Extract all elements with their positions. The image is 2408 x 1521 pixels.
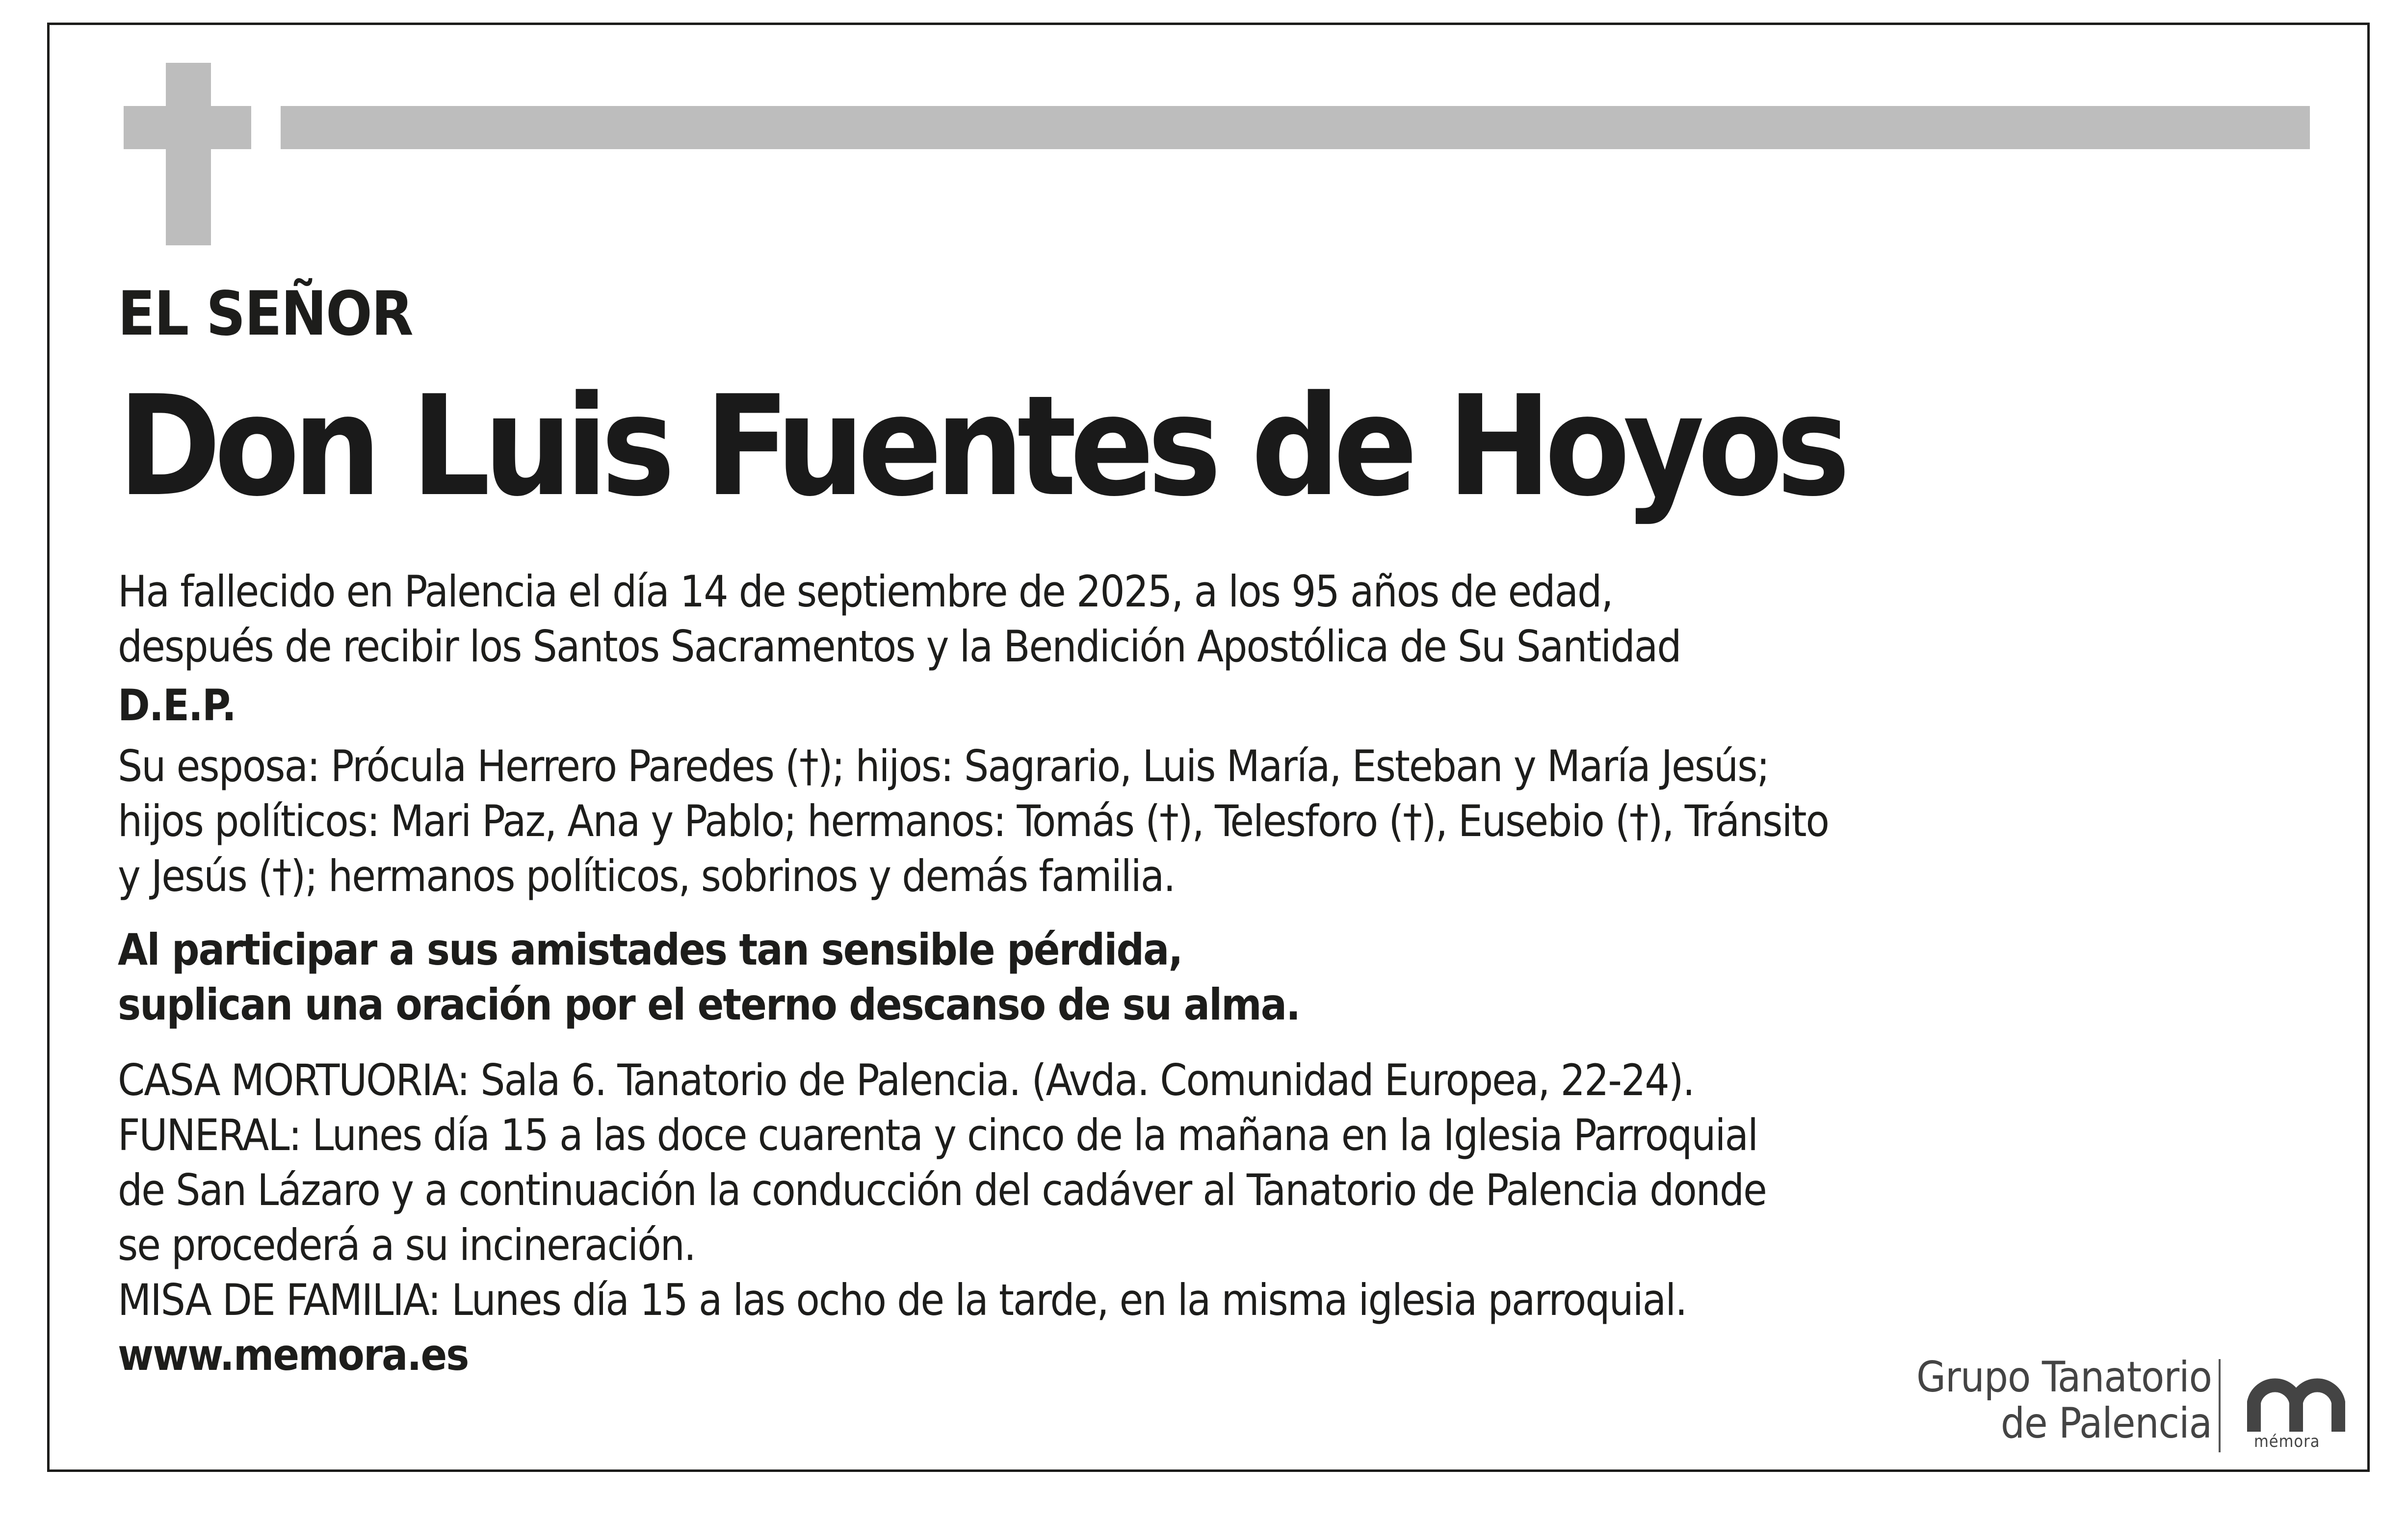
dep-label: D.E.P. [118,680,236,731]
death-notice-line-2: después de recibir los Santos Sacramentos y la Bendición Apostólica de Su Santidad [118,621,1681,672]
brand-line-1: Grupo Tanatorio [1916,1353,2212,1402]
memora-logo-icon [2247,1374,2345,1433]
request-line-2: suplican una oración por el eterno descanso de su alma. [118,979,1300,1030]
cross-icon-horizontal [124,106,251,149]
brand-divider [2219,1359,2221,1452]
services-line-4: se procederá a su incineración. [118,1220,696,1270]
services-line-3: de San Lázaro y a continuación la conducción del cadáver al Tanatorio de Palencia donde [118,1165,1766,1215]
family-line-3: y Jesús (†); hermanos políticos, sobrinos y demás familia. [118,851,1175,901]
title-small: EL SEÑOR [118,279,413,349]
family-line-2: hijos políticos: Mari Paz, Ana y Pablo; hermanos: Tomás (†), Telesforo (†), Eusebio (†), Tránsito [118,796,1829,846]
services-line-5: MISA DE FAMILIA: Lunes día 15 a las ocho de la tarde, en la misma iglesia parroquial. [118,1275,1687,1325]
services-line-1: CASA MORTUORIA: Sala 6. Tanatorio de Palencia. (Avda. Comunidad Europea, 22-24). [118,1055,1694,1105]
deceased-name: Don Luis Fuentes de Hoyos [118,366,1844,527]
cross-icon-vertical [166,63,211,245]
decorative-top-bar [281,106,2310,149]
death-notice-line-1: Ha fallecido en Palencia el día 14 de septiembre de 2025, a los 95 años de edad, [118,566,1613,617]
brand-name [1916,1354,2212,1446]
website-link[interactable]: www.memora.es [118,1330,469,1380]
request-line-1: Al participar a sus amistades tan sensible pérdida, [118,924,1182,975]
brand-line-2: de Palencia [2000,1399,2212,1448]
family-line-1: Su esposa: Prócula Herrero Paredes (†); hijos: Sagrario, Luis María, Esteban y María Jesús; [118,741,1769,791]
memora-logo-text: mémora [2254,1432,2320,1451]
services-line-2: FUNERAL: Lunes día 15 a las doce cuarenta y cinco de la mañana en la Iglesia Parroquial [118,1110,1758,1160]
